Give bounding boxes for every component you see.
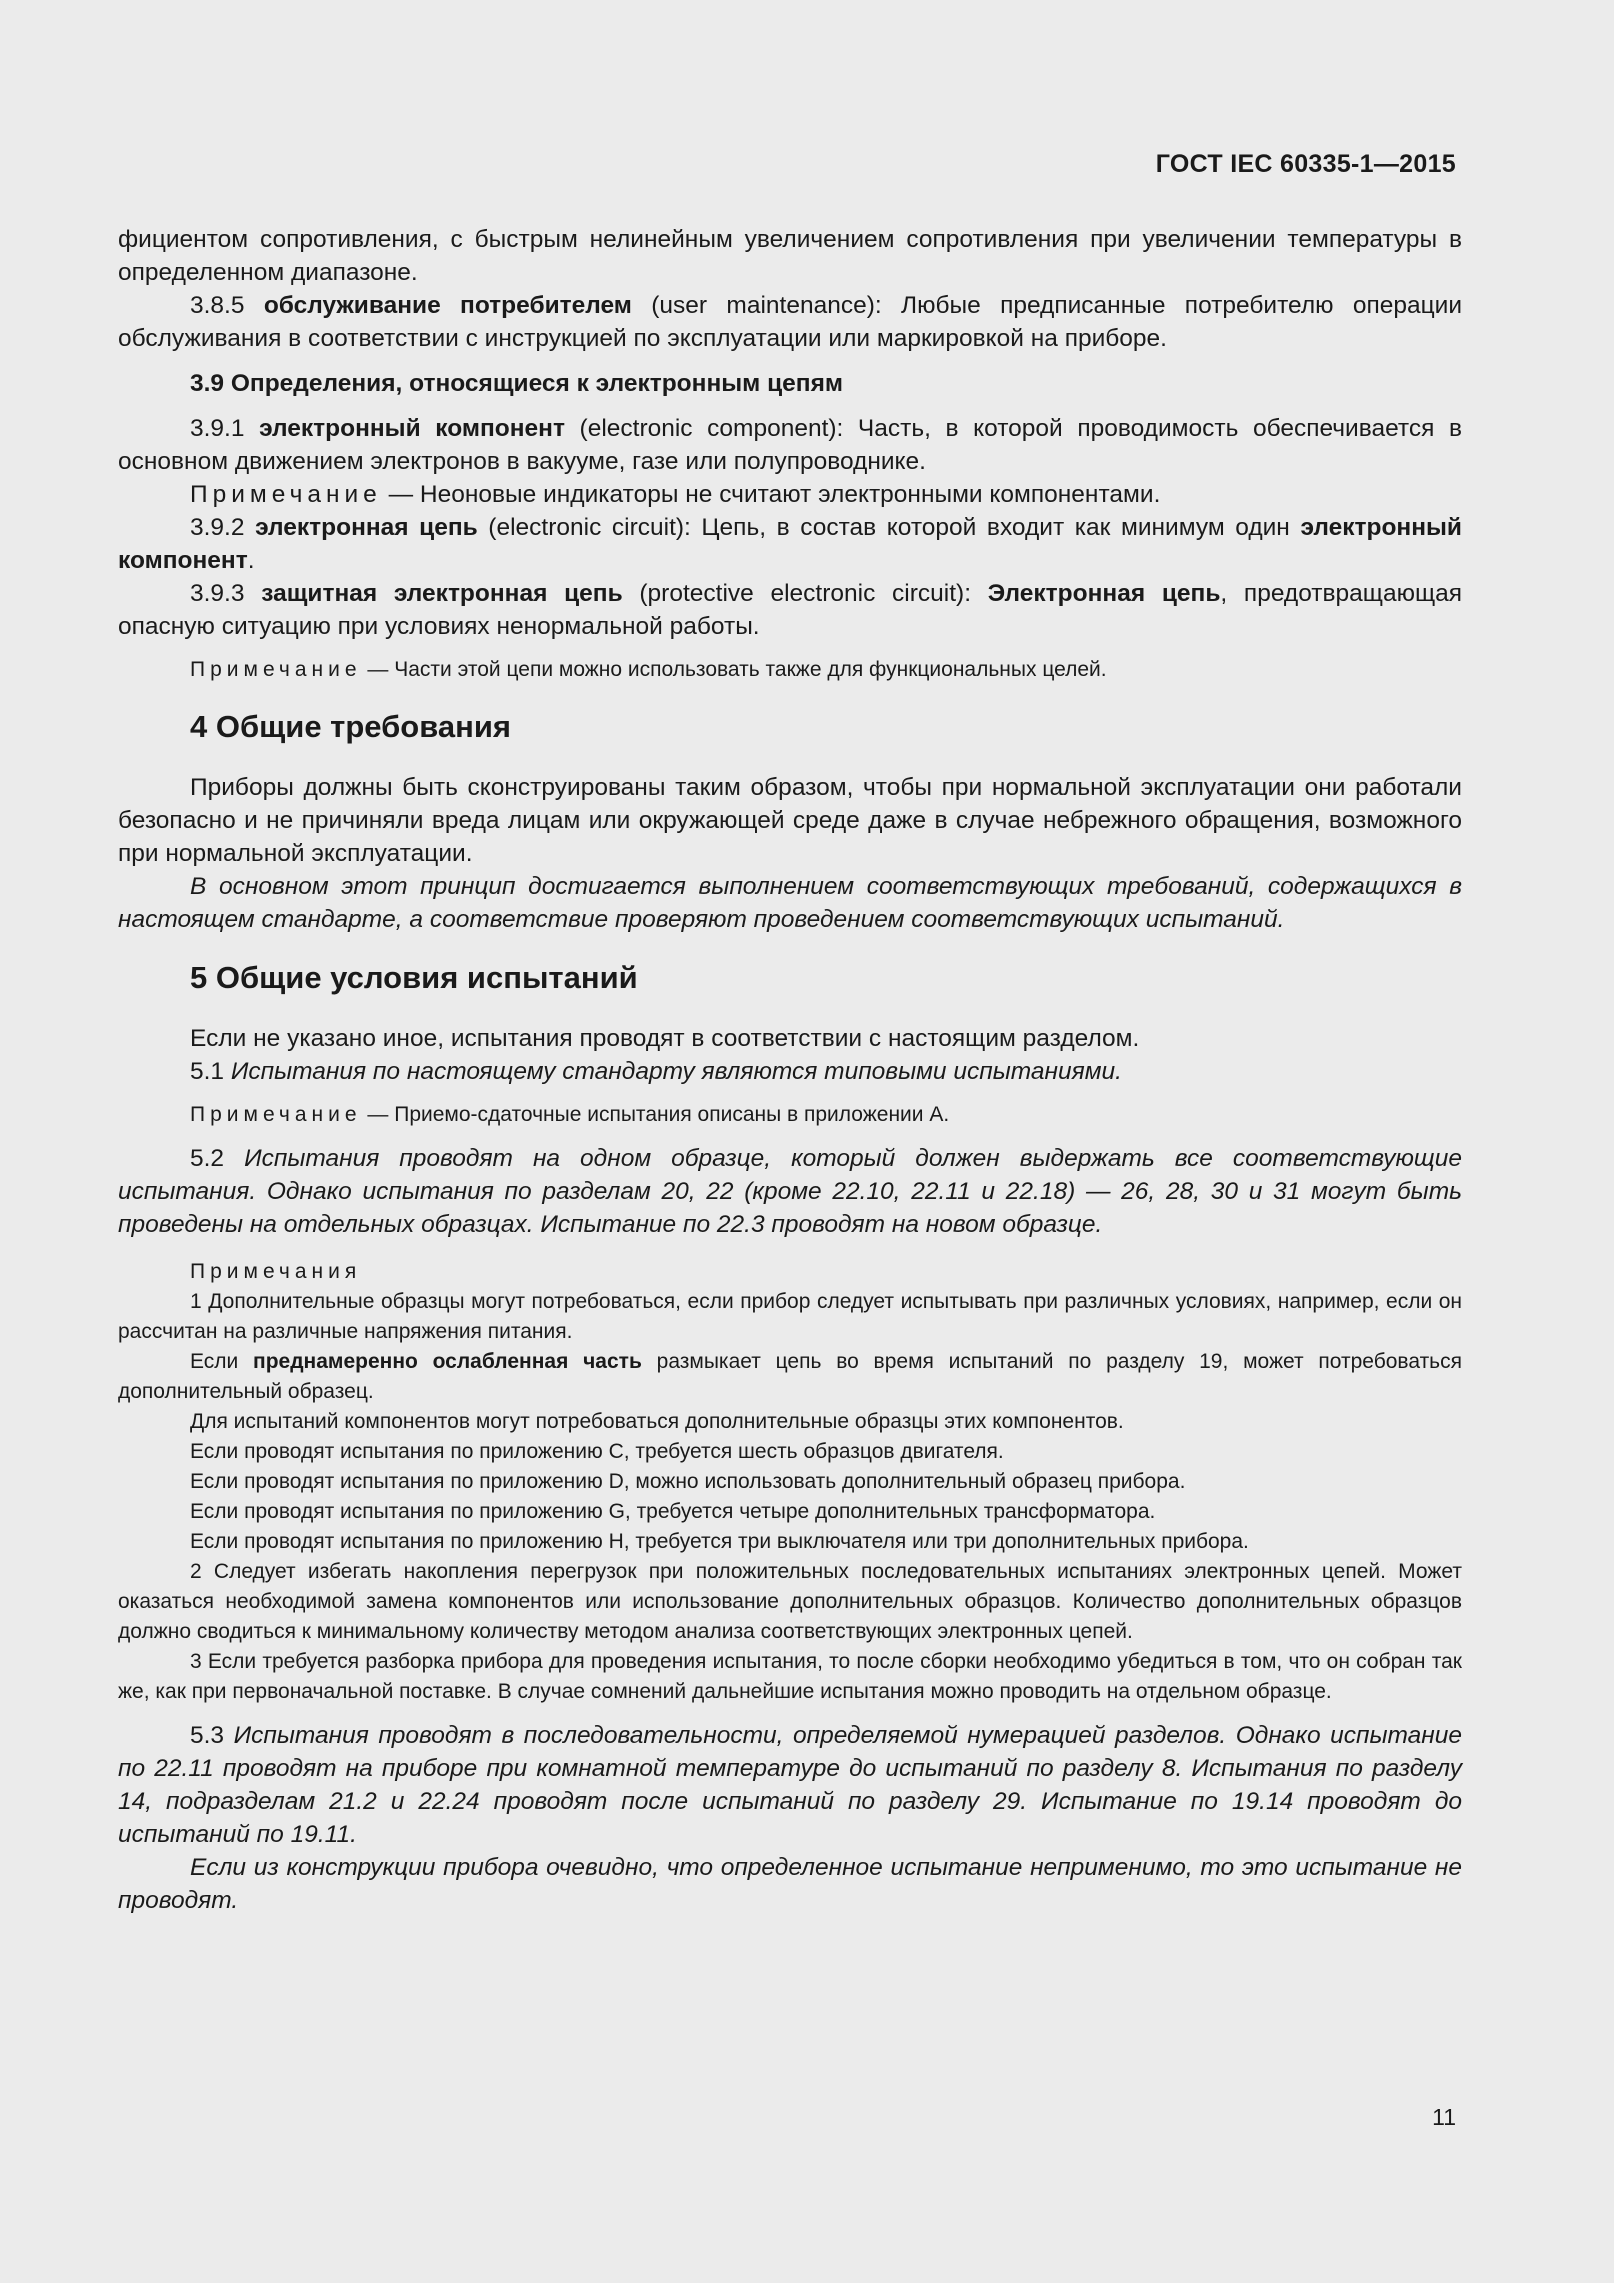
clause-3-9-3	[118, 577, 1462, 643]
note-text: — Неоновые индикаторы не считают электронными компонентами.	[381, 481, 1161, 508]
note-5-1	[118, 1100, 1462, 1130]
definition: (protective electronic circuit):	[622, 580, 988, 607]
note-1-components: Для испытаний компонентов могут потребоваться дополнительные образцы этих компонентов.	[190, 1410, 1124, 1433]
definition: (electronic component): Часть, в которой проводимость обеспечивается в основном движением электронов в вакууме, газе или полупроводнике.	[118, 415, 1462, 475]
term-reference: Электронная цепь	[987, 580, 1221, 607]
note-1-annex-d: Если проводят испытания по приложению D, можно использовать дополнительный образец прибора.	[190, 1470, 1186, 1493]
note-text: Если	[190, 1350, 254, 1373]
clause-3-9-1	[118, 412, 1462, 478]
section-5-title: 5 Общие условия испытаний	[190, 960, 638, 995]
note-label: Примечание	[190, 658, 362, 681]
section-4-paragraph-2: В основном этот принцип достигается выполнением соответствующих требований, содержащихся в настоящем стандарте, а соответствие проверяют проведением соответствующих испытаний.	[118, 873, 1462, 933]
term: электронная цепь	[255, 514, 478, 541]
clause-5-1	[118, 1055, 1462, 1088]
clause-3-9-2	[118, 511, 1462, 577]
term-reference: электронный компонент	[118, 514, 1462, 574]
note-1-annex-g: Если проводят испытания по приложению G, требуется четыре дополнительных трансформатора.	[190, 1500, 1156, 1523]
clause-number: 5.3	[190, 1722, 225, 1749]
section-4-paragraph-1: Приборы должны быть сконструированы таким образом, чтобы при нормальной эксплуатации они работали безопасно и не причиняли вреда лицам или окружающей среде даже в случае небрежного обращения, возможного при нормальной эксплуатации.	[118, 774, 1462, 867]
page-number: 11	[1432, 2104, 1456, 2130]
note-1-annex-h: Если проводят испытания по приложению H, требуется три выключателя или три дополнительных прибора.	[190, 1530, 1249, 1553]
section-5-final-paragraph: Если из конструкции прибора очевидно, что определенное испытание неприменимо, то это испытание не проводят.	[118, 1854, 1462, 1914]
clause-number: 3.9.2	[190, 514, 245, 541]
note-3: 3 Если требуется разборка прибора для проведения испытания, то после сборки необходимо убедиться в том, что он собран так же, как при первоначальной поставке. В случае сомнений дальнейшие испытания можно проводить на отдельном образце.	[118, 1650, 1462, 1703]
note-text: — Части этой цепи можно использовать также для функциональных целей.	[361, 658, 1107, 681]
clause-text: Испытания проводят на одном образце, который должен выдержать все соответствующие испытания. Однако испытания по разделам 20, 22 (кроме 22.10, 22.11 и 22.18) — 26, 28, 30 и 31 могут быть проведены на отдельных образцах. Испытание по 22.3 проводят на новом образце.	[118, 1145, 1462, 1238]
definition: (electronic circuit): Цепь, в состав которой входит как минимум один	[477, 514, 1301, 541]
term: защитная электронная цепь	[261, 580, 623, 607]
section-5-intro: Если не указано иное, испытания проводят в соответствии с настоящим разделом.	[190, 1025, 1140, 1052]
notes-heading: Примечания	[190, 1260, 362, 1283]
clause-number: 3.8.5	[190, 292, 245, 319]
clause-3-8-5	[118, 289, 1462, 355]
note-text: — Приемо-сдаточные испытания описаны в приложении А.	[361, 1103, 950, 1126]
clause-text: Испытания по настоящему стандарту являются типовыми испытаниями.	[230, 1058, 1122, 1085]
clause-number: 5.2	[190, 1145, 225, 1172]
clause-number: 3.9.1	[190, 415, 245, 442]
term: обслуживание потребителем	[263, 292, 632, 319]
note-label: Примечание	[190, 1103, 362, 1126]
definition-end: , предотвращающая опасную ситуацию при условиях ненормальной работы.	[118, 580, 1462, 640]
clause-5-3	[118, 1719, 1462, 1851]
section-3-9-title: 3.9 Определения, относящиеся к электронным цепям	[190, 370, 844, 397]
clause-number: 5.1	[190, 1058, 225, 1085]
notes-block	[118, 1257, 1462, 1707]
clause-5-2	[118, 1142, 1462, 1241]
clause-number: 3.9.3	[190, 580, 245, 607]
page-content	[118, 223, 1462, 1917]
document-header: ГОСТ IEC 60335-1—2015	[1155, 150, 1456, 178]
definition-end: .	[247, 547, 255, 574]
notes-label	[118, 1257, 1462, 1287]
term: электронный компонент	[259, 415, 565, 442]
paragraph-continuation: фициентом сопротивления, с быстрым нелинейным увеличением сопротивления при увеличении температуры в определенном диапазоне.	[118, 226, 1462, 286]
section-4-title: 4 Общие требования	[190, 709, 511, 744]
note-label: Примечание	[190, 481, 382, 508]
note-text-end: размыкает цепь во время испытаний по разделу 19, может потребоваться дополнительный образец.	[118, 1350, 1462, 1403]
note-1-annex-c: Если проводят испытания по приложению C, требуется шесть образцов двигателя.	[190, 1440, 1004, 1463]
note-3-9-1	[118, 478, 1462, 511]
definition: (user maintenance): Любые предписанные потребителю операции обслуживания в соответствии с инструкцией по эксплуатации или маркировкой на приборе.	[118, 292, 1463, 352]
term-reference: преднамеренно ослабленная часть	[253, 1350, 642, 1373]
note-1-weakened-part	[118, 1347, 1462, 1407]
note-3-9-3	[118, 655, 1462, 685]
note-2: 2 Следует избегать накопления перегрузок при положительных последовательных испытаниях электронных цепей. Может оказаться необходимой замена компонентов или использование дополнительных образцов. Количество дополнительных образцов должно сводиться к минимальному количеству методом анализа соответствующих электронных цепей.	[118, 1560, 1462, 1643]
note-1: 1 Дополнительные образцы могут потребоваться, если прибор следует испытывать при различных условиях, например, если он рассчитан на различные напряжения питания.	[118, 1290, 1462, 1343]
clause-text: Испытания проводят в последовательности, определяемой нумерацией разделов. Однако испытание по 22.11 проводят на приборе при комнатной температуре до испытаний по разделу 8. Испытания по разделу 14, подразделам 21.2 и 22.24 проводят после испытаний по разделу 29. Испытание по 19.14 проводят до испытаний по 19.11.	[118, 1722, 1462, 1848]
